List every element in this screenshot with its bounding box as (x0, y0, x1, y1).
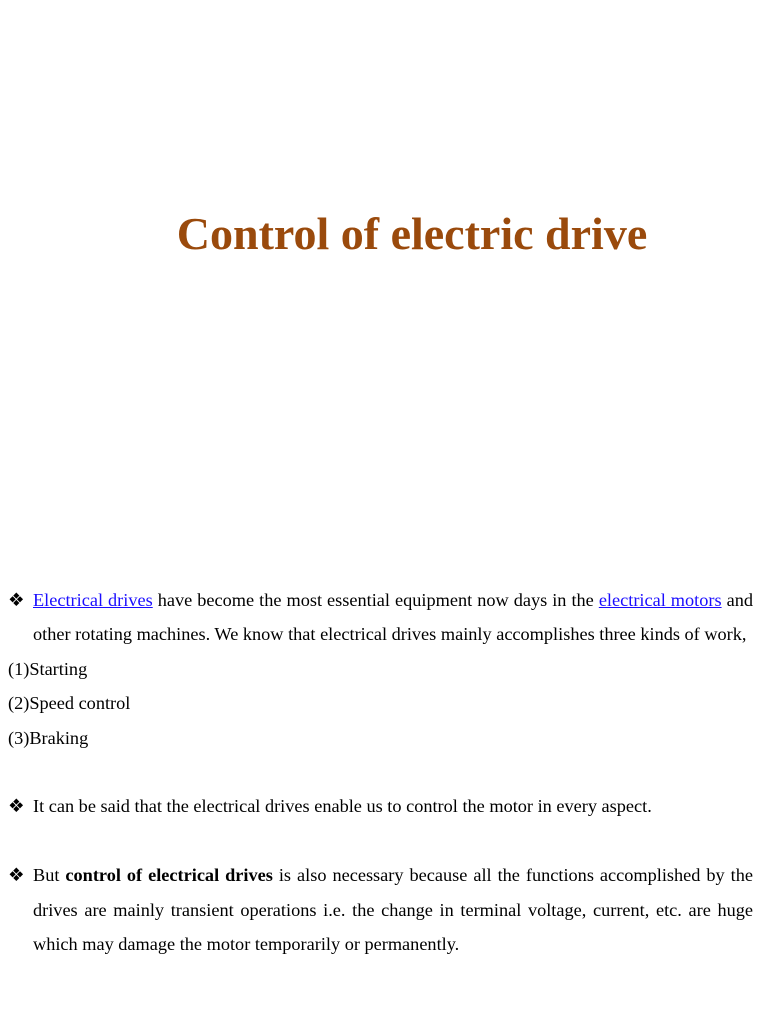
paragraph-text: have become the most essential equipment now days in the (152, 590, 599, 610)
link-electrical-motors[interactable]: electrical motors (598, 590, 722, 610)
paragraph-control-necessary (8, 858, 753, 961)
paragraph-text: is also necessary because all the functions accomplished by the drives are mainly transient operations i.e. the change in terminal voltage, current, etc. are huge which may damage the motor temporarily or permanently. (33, 865, 754, 955)
paragraph-text: and other rotating machines. We know that electrical drives mainly accomplishes three kinds of work, (33, 590, 754, 645)
spacer (8, 824, 753, 858)
paragraph-electrical-drives (8, 583, 753, 652)
paragraph-text: But (33, 865, 66, 886)
list-item-braking: (3)Braking (8, 727, 89, 748)
page-title: Control of electric drive (176, 208, 648, 259)
diamond-fleuron-icon: ❖ (8, 590, 25, 610)
bold-term: control of electrical drives (65, 865, 273, 886)
list-item-starting: (1)Starting (8, 658, 88, 679)
diamond-fleuron-icon: ❖ (8, 865, 25, 886)
spacer (8, 755, 753, 789)
list-item-speed-control: (2)Speed control (8, 693, 131, 714)
document-body (8, 583, 753, 961)
diamond-fleuron-icon: ❖ (8, 796, 25, 817)
paragraph-control-every-aspect (8, 789, 753, 823)
link-electrical-drives[interactable]: Electrical drives (33, 590, 153, 610)
paragraph-text: It can be said that the electrical drives enable us to control the motor in every aspect. (33, 796, 652, 817)
